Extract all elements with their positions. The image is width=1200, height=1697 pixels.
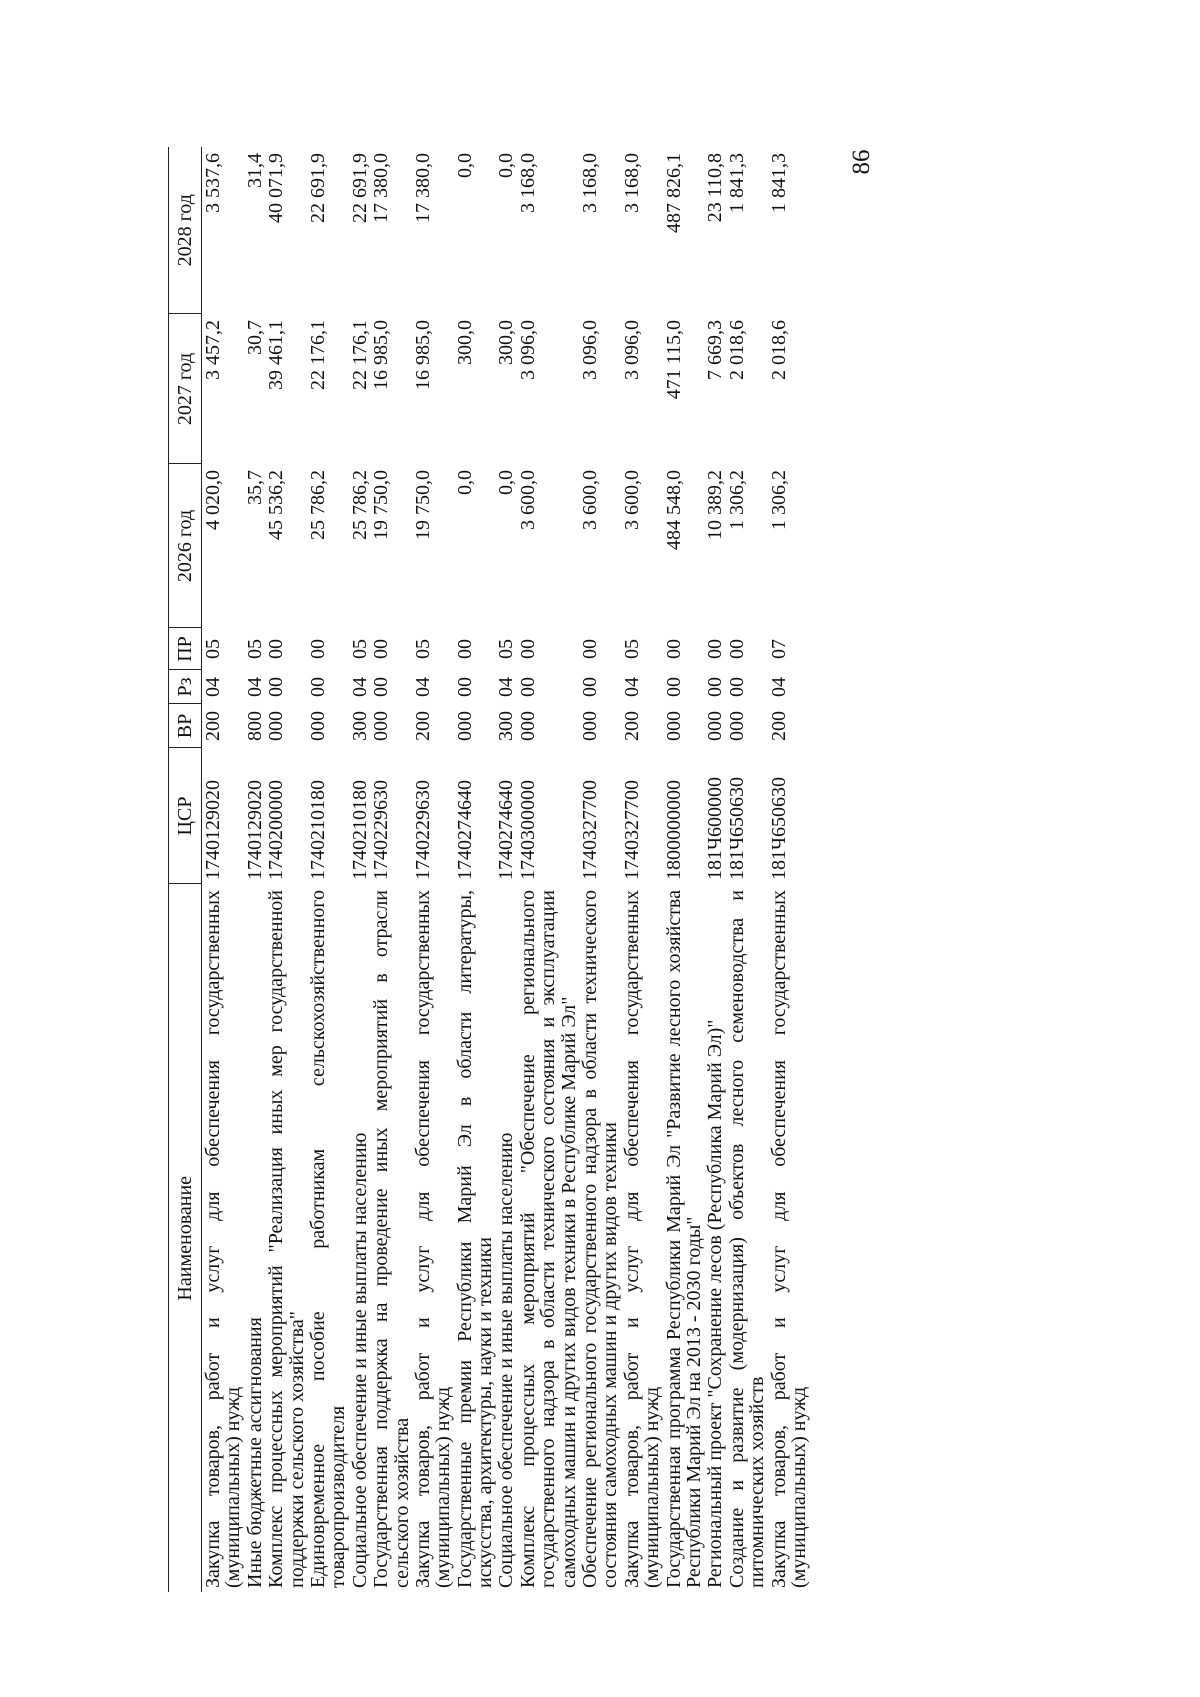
table-row — [349, 147, 370, 1592]
cell-csr — [244, 748, 265, 884]
cell-rz-value: 04 — [243, 677, 266, 697]
cell-name: Закупка товаров, работ и услуг для обеспечения государственных (муниципальных) нужд — [620, 890, 664, 1588]
cell-2028 — [726, 147, 768, 314]
table-row — [495, 147, 516, 1592]
table-row — [621, 147, 663, 1592]
cell-2027 — [370, 314, 412, 464]
cell-pr-value: 00 — [704, 639, 727, 659]
cell-name: Государственная поддержка на проведение иных мероприятий в отрасли сельского хозяйства — [370, 890, 413, 1588]
cell-csr-value: 1740327700 — [620, 780, 643, 880]
cell-pr — [412, 628, 454, 670]
cell-vr — [726, 704, 768, 748]
cell-csr — [454, 748, 496, 884]
cell-2027 — [726, 314, 768, 464]
cell-2026-value: 4 020,0 — [202, 470, 224, 530]
cell-csr-value: 181Ч600000 — [704, 777, 727, 880]
cell-rz-value: 04 — [620, 677, 643, 697]
cell-vr-value: 000 — [662, 711, 685, 741]
cell-pr-value: 05 — [495, 639, 518, 659]
table-row — [244, 147, 265, 1592]
cell-pr — [726, 628, 768, 670]
cell-2026-value: 3 600,0 — [579, 470, 602, 530]
cell-vr-value: 200 — [620, 711, 643, 741]
cell-2027 — [454, 314, 496, 464]
cell-pr — [768, 628, 810, 670]
cell-2026 — [202, 464, 244, 628]
cell-2026-value: 484 548,0 — [662, 470, 685, 550]
cell-2027 — [307, 314, 349, 464]
cell-2026-value: 3 600,0 — [516, 470, 539, 530]
cell-2026 — [349, 464, 370, 628]
cell-vr-value: 200 — [202, 711, 224, 741]
cell-vr-value: 200 — [767, 711, 790, 741]
cell-2027-value: 7 669,3 — [704, 320, 727, 380]
cell-rz-value: 00 — [370, 677, 393, 697]
cell-csr-value: 181Ч650630 — [725, 777, 748, 880]
cell-vr — [495, 704, 516, 748]
cell-rz-value: 04 — [202, 677, 224, 697]
cell-2028 — [517, 147, 579, 314]
cell-pr-value: 00 — [662, 639, 685, 659]
cell-name: Социальное обеспечение и иные выплаты населению — [495, 1132, 518, 1588]
cell-pr-value: 05 — [348, 639, 371, 659]
cell-2027 — [202, 314, 244, 464]
cell-csr-value: 1740327700 — [579, 780, 602, 880]
cell-2026 — [621, 464, 663, 628]
cell-pr — [307, 628, 349, 670]
cell-pr-value: 05 — [411, 639, 434, 659]
cell-2028-value: 40 071,9 — [265, 153, 288, 223]
cell-2028 — [704, 147, 725, 314]
cell-name: Социальное обеспечение и иные выплаты населению — [348, 1132, 371, 1588]
cell-csr-value: 1740274640 — [495, 780, 518, 880]
table-row — [412, 147, 454, 1592]
cell-rz — [244, 670, 265, 704]
cell-2026-value: 1 306,2 — [767, 470, 790, 530]
cell-pr-value: 00 — [579, 639, 602, 659]
cell-2028-value: 31,4 — [243, 153, 266, 188]
cell-2027-value: 2 018,6 — [767, 320, 790, 380]
cell-csr — [517, 748, 579, 884]
cell-rz — [202, 670, 244, 704]
cell-rz — [349, 670, 370, 704]
cell-2026-value: 3 600,0 — [620, 470, 643, 530]
header-vr: ВР — [169, 704, 202, 748]
cell-2026 — [579, 464, 621, 628]
cell-2027-value: 2 018,6 — [725, 320, 748, 380]
cell-2026-value: 35,7 — [243, 470, 266, 505]
cell-2028 — [349, 147, 370, 314]
cell-2026 — [663, 464, 705, 628]
cell-rz-value: 00 — [704, 677, 727, 697]
rotated-table-container — [168, 132, 960, 1592]
cell-2028-value: 22 691,9 — [348, 153, 371, 223]
cell-csr-value: 1800000000 — [662, 780, 685, 880]
cell-rz — [412, 670, 454, 704]
cell-csr-value: 1740210180 — [306, 780, 329, 880]
cell-2026-value: 0,0 — [453, 470, 476, 495]
table-header — [169, 147, 202, 1592]
cell-rz-value: 00 — [725, 677, 748, 697]
cell-vr — [663, 704, 705, 748]
table-row — [370, 147, 412, 1592]
cell-pr-value: 00 — [516, 639, 539, 659]
cell-pr-value: 00 — [265, 639, 288, 659]
cell-2026-value: 19 750,0 — [370, 470, 393, 540]
cell-pr — [663, 628, 705, 670]
header-name: Наименование — [169, 884, 202, 1592]
cell-2026-value: 45 536,2 — [265, 470, 288, 540]
cell-2027 — [265, 314, 307, 464]
cell-vr-value: 000 — [704, 711, 727, 741]
cell-csr — [704, 748, 725, 884]
table-row — [726, 147, 768, 1592]
cell-2028 — [307, 147, 349, 314]
cell-2027-value: 22 176,1 — [306, 320, 329, 390]
table-row — [265, 147, 307, 1592]
cell-csr-value: 1740274640 — [453, 780, 476, 880]
cell-2027 — [412, 314, 454, 464]
cell-2028 — [412, 147, 454, 314]
cell-name: Государственная программа Республики Марий Эл "Развитие лесного хозяйства Республики Марий Эл на 2013 - 2030 годы" — [662, 890, 705, 1588]
cell-csr-value: 1740229630 — [370, 780, 393, 880]
cell-2026 — [704, 464, 725, 628]
cell-rz-value: 00 — [265, 677, 288, 697]
cell-name: Государственные премии Республики Марий Эл в области литературы, искусства, архитектуры, науки и техники — [453, 890, 497, 1588]
cell-rz-value: 00 — [662, 677, 685, 697]
cell-pr — [244, 628, 265, 670]
cell-2026-value: 19 750,0 — [411, 470, 434, 540]
cell-pr-value: 00 — [370, 639, 393, 659]
cell-vr — [307, 704, 349, 748]
cell-pr — [517, 628, 579, 670]
cell-vr-value: 800 — [243, 711, 266, 741]
cell-rz — [307, 670, 349, 704]
cell-rz-value: 00 — [306, 677, 329, 697]
cell-2028-value: 22 691,9 — [306, 153, 329, 223]
cell-rz-value: 04 — [767, 677, 790, 697]
budget-table — [168, 147, 809, 1592]
cell-vr — [579, 704, 621, 748]
cell-rz — [768, 670, 810, 704]
cell-csr — [307, 748, 349, 884]
cell-vr — [412, 704, 454, 748]
cell-2028 — [244, 147, 265, 314]
cell-vr — [349, 704, 370, 748]
cell-csr — [768, 748, 810, 884]
cell-2028-value: 0,0 — [453, 153, 476, 178]
cell-rz — [579, 670, 621, 704]
cell-pr — [579, 628, 621, 670]
cell-2027 — [244, 314, 265, 464]
table-row — [202, 147, 244, 1592]
cell-2028-value: 3 537,6 — [202, 153, 224, 213]
cell-rz — [704, 670, 725, 704]
cell-2027-value: 16 985,0 — [411, 320, 434, 390]
cell-name: Региональный проект "Сохранение лесов (Республика Марий Эл)" — [704, 1019, 727, 1588]
cell-2026 — [370, 464, 412, 628]
table-row — [517, 147, 579, 1592]
cell-rz-value: 00 — [579, 677, 602, 697]
cell-pr-value: 00 — [453, 639, 476, 659]
cell-vr-value: 000 — [725, 711, 748, 741]
cell-2027 — [349, 314, 370, 464]
cell-2028-value: 3 168,0 — [516, 153, 539, 213]
cell-2027-value: 3 096,0 — [620, 320, 643, 380]
cell-name: Закупка товаров, работ и услуг для обеспечения государственных (муниципальных) нужд — [411, 890, 455, 1588]
cell-2027-value: 471 115,0 — [662, 320, 685, 400]
cell-rz-value: 04 — [411, 677, 434, 697]
cell-vr — [704, 704, 725, 748]
cell-csr-value: 1740229630 — [411, 780, 434, 880]
cell-vr — [244, 704, 265, 748]
cell-pr — [621, 628, 663, 670]
cell-2026 — [307, 464, 349, 628]
cell-2026 — [517, 464, 579, 628]
cell-name: Закупка товаров, работ и услуг для обеспечения государственных (муниципальных) нужд — [767, 890, 810, 1588]
cell-2027 — [579, 314, 621, 464]
cell-name: Создание и развитие (модернизация) объектов лесного семеноводства и питомнических хозяйств — [725, 890, 769, 1588]
cell-2027 — [495, 314, 516, 464]
cell-pr — [454, 628, 496, 670]
cell-2028-value: 487 826,1 — [662, 153, 685, 233]
header-2028: 2028 год — [169, 147, 202, 314]
cell-csr — [621, 748, 663, 884]
table-row — [663, 147, 705, 1592]
cell-vr — [454, 704, 496, 748]
cell-pr — [370, 628, 412, 670]
cell-2026-value: 0,0 — [495, 470, 518, 495]
cell-2026 — [244, 464, 265, 628]
cell-pr-value: 05 — [620, 639, 643, 659]
cell-vr-value: 300 — [348, 711, 371, 741]
cell-2028 — [265, 147, 307, 314]
cell-rz-value: 00 — [516, 677, 539, 697]
cell-vr — [265, 704, 307, 748]
cell-pr — [265, 628, 307, 670]
cell-2028-value: 3 168,0 — [579, 153, 602, 213]
cell-2026 — [726, 464, 768, 628]
page-number: 86 — [848, 149, 875, 175]
cell-2026 — [265, 464, 307, 628]
header-2027: 2027 год — [169, 314, 202, 464]
cell-name: Комплекс процессных мероприятий "Обеспечение регионального государственного надзора в области технического состояния и эксплуатации самоходных машин и других видов техники в Республике Марий Эл" — [516, 890, 580, 1588]
cell-rz — [663, 670, 705, 704]
cell-vr-value: 300 — [495, 711, 518, 741]
cell-csr — [349, 748, 370, 884]
cell-pr-value: 00 — [725, 639, 748, 659]
cell-rz — [370, 670, 412, 704]
cell-vr-value: 000 — [579, 711, 602, 741]
cell-csr — [579, 748, 621, 884]
cell-rz-value: 04 — [348, 677, 371, 697]
cell-2027 — [704, 314, 725, 464]
header-rz: Рз — [169, 670, 202, 704]
cell-2026 — [768, 464, 810, 628]
cell-rz — [621, 670, 663, 704]
cell-2027 — [621, 314, 663, 464]
cell-2028 — [621, 147, 663, 314]
cell-2028-value: 1 841,3 — [767, 153, 790, 213]
cell-2027-value: 39 461,1 — [265, 320, 288, 390]
table-row — [454, 147, 496, 1592]
cell-2027-value: 3 096,0 — [516, 320, 539, 380]
cell-rz — [517, 670, 579, 704]
cell-2028-value: 3 168,0 — [620, 153, 643, 213]
cell-rz — [454, 670, 496, 704]
cell-2026 — [495, 464, 516, 628]
cell-2026-value: 25 786,2 — [348, 470, 371, 540]
cell-2026-value: 25 786,2 — [306, 470, 329, 540]
cell-name: Обеспечение регионального государственного надзора в области технического состояния самоходных машин и других видов техники — [579, 890, 622, 1588]
cell-2027 — [517, 314, 579, 464]
cell-name: Единовременное пособие работникам сельскохозяйственного товаропроизводителя — [306, 890, 350, 1588]
cell-2028-value: 17 380,0 — [411, 153, 434, 223]
cell-2027-value: 16 985,0 — [370, 320, 393, 390]
table-row — [704, 147, 725, 1592]
cell-vr-value: 000 — [453, 711, 476, 741]
cell-csr — [202, 748, 244, 884]
cell-pr — [349, 628, 370, 670]
cell-2026-value: 10 389,2 — [704, 470, 727, 540]
cell-2028-value: 17 380,0 — [370, 153, 393, 223]
cell-vr-value: 000 — [370, 711, 393, 741]
cell-pr-value: 05 — [202, 639, 224, 659]
cell-2026 — [454, 464, 496, 628]
cell-2028-value: 23 110,8 — [704, 153, 727, 223]
cell-rz — [726, 670, 768, 704]
header-pr: ПР — [169, 628, 202, 670]
cell-2027-value: 300,0 — [495, 320, 518, 365]
cell-rz-value: 04 — [495, 677, 518, 697]
table-row — [307, 147, 349, 1592]
cell-pr-value: 05 — [243, 639, 266, 659]
cell-2028 — [768, 147, 810, 314]
cell-vr-value: 000 — [265, 711, 288, 741]
cell-2027-value: 22 176,1 — [348, 320, 371, 390]
cell-csr — [370, 748, 412, 884]
cell-csr — [495, 748, 516, 884]
cell-2028 — [370, 147, 412, 314]
cell-2028-value: 1 841,3 — [725, 153, 748, 213]
cell-name: Комплекс процессных мероприятий "Реализация иных мер государственной поддержки сельского хозяйства" — [265, 890, 308, 1588]
cell-csr-value: 181Ч650630 — [767, 777, 790, 880]
cell-2026 — [412, 464, 454, 628]
cell-2028 — [202, 147, 244, 314]
cell-csr-value: 1740200000 — [265, 780, 288, 880]
cell-csr — [265, 748, 307, 884]
cell-name: Закупка товаров, работ и услуг для обеспечения государственных (муниципальных) нужд — [202, 890, 245, 1588]
cell-pr — [704, 628, 725, 670]
cell-vr — [621, 704, 663, 748]
cell-csr-value: 1740210180 — [348, 780, 371, 880]
cell-vr — [202, 704, 244, 748]
cell-2027 — [768, 314, 810, 464]
cell-pr-value: 00 — [306, 639, 329, 659]
cell-2027-value: 300,0 — [453, 320, 476, 365]
cell-rz — [495, 670, 516, 704]
cell-csr — [412, 748, 454, 884]
header-2026: 2026 год — [169, 464, 202, 628]
cell-2027-value: 3 457,2 — [202, 320, 224, 380]
cell-pr — [202, 628, 244, 670]
cell-vr — [768, 704, 810, 748]
cell-csr — [663, 748, 705, 884]
cell-2028 — [454, 147, 496, 314]
cell-vr-value: 000 — [516, 711, 539, 741]
cell-csr-value: 1740129020 — [202, 780, 224, 880]
cell-2028 — [579, 147, 621, 314]
cell-2027 — [663, 314, 705, 464]
cell-rz — [265, 670, 307, 704]
cell-vr — [370, 704, 412, 748]
cell-csr-value: 1740129020 — [243, 780, 266, 880]
cell-vr-value: 200 — [411, 711, 434, 741]
cell-2028 — [495, 147, 516, 314]
cell-name: Иные бюджетные ассигнования — [243, 1317, 266, 1588]
cell-pr-value: 07 — [767, 639, 790, 659]
cell-rz-value: 00 — [453, 677, 476, 697]
cell-vr-value: 000 — [306, 711, 329, 741]
table-body — [202, 147, 810, 1592]
cell-csr-value: 1740300000 — [516, 780, 539, 880]
table-row — [579, 147, 621, 1592]
cell-pr — [495, 628, 516, 670]
cell-2027-value: 30,7 — [243, 320, 266, 355]
cell-csr — [726, 748, 768, 884]
cell-2026-value: 1 306,2 — [725, 470, 748, 530]
table-row — [768, 147, 810, 1592]
cell-2028-value: 0,0 — [495, 153, 518, 178]
cell-2028 — [663, 147, 705, 314]
cell-vr — [517, 704, 579, 748]
cell-2027-value: 3 096,0 — [579, 320, 602, 380]
header-csr: ЦСР — [169, 748, 202, 884]
